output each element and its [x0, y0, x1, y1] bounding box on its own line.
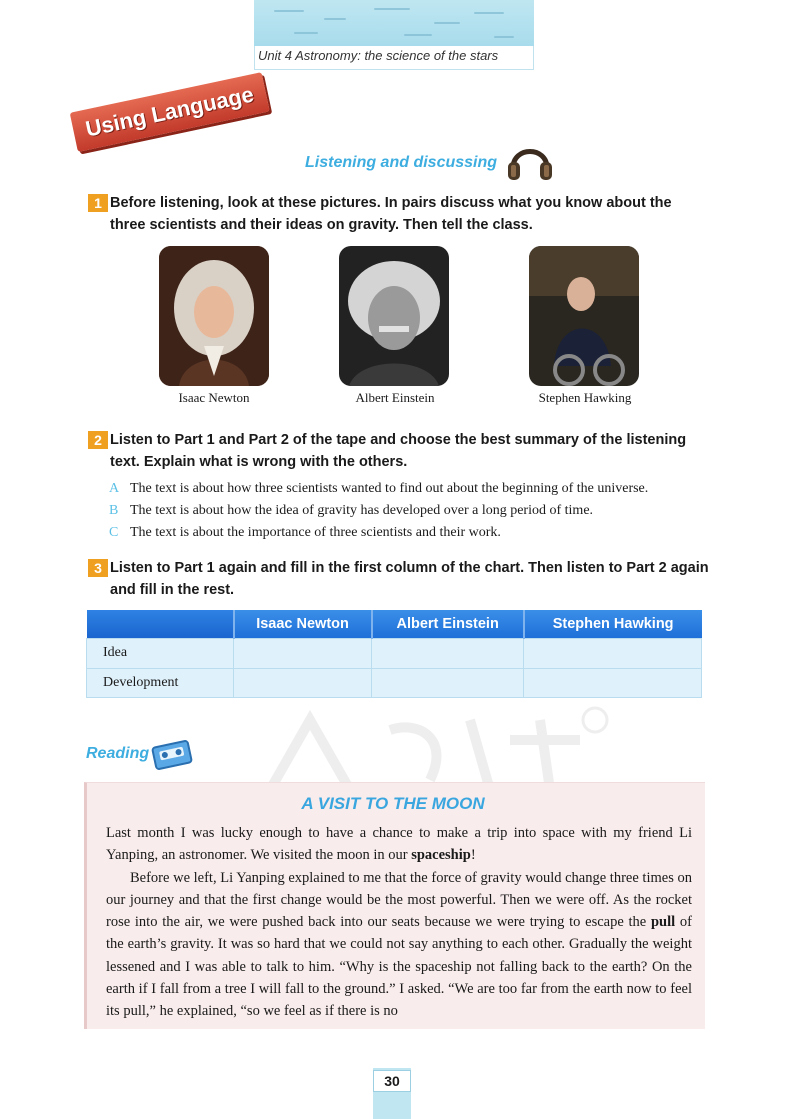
page-number: 30: [373, 1070, 411, 1092]
vocab-word: pull: [650, 914, 676, 931]
chart-cell[interactable]: [524, 668, 702, 697]
option-c-text: The text is about the importance of three scientists and their work.: [130, 525, 501, 540]
chart-header-row: [87, 610, 702, 639]
einstein-portrait: [339, 246, 449, 386]
option-letter: C: [109, 525, 119, 540]
chart-cell[interactable]: [234, 639, 372, 668]
option-b-text: The text is about how the idea of gravity has developed over a long period of time.: [130, 503, 594, 518]
listening-heading: Listening and discussing: [305, 154, 498, 171]
vocab-word: spaceship: [411, 847, 471, 864]
hawking-portrait: [529, 246, 639, 386]
chart-cell[interactable]: [372, 639, 524, 668]
caption-einstein: Albert Einstein: [355, 390, 435, 405]
caption-newton: Isaac Newton: [178, 390, 250, 405]
task-2-text: Listen to Part 1 and Part 2 of the tape and choose the best summary of the listening text. Explain what is wrong with the others.: [110, 432, 687, 470]
chart-corner: [87, 610, 234, 639]
caption-hawking: Stephen Hawking: [538, 390, 632, 405]
reading-title: A VISIT TO THE MOON: [301, 794, 485, 813]
reading-text: [106, 822, 692, 1023]
scientist-chart: [86, 610, 702, 698]
unit-title: Unit 4 Astronomy: the science of the stars: [258, 48, 499, 63]
chart-column-header: Albert Einstein: [372, 610, 524, 639]
chart-row-label: Idea: [87, 639, 234, 668]
header-banner: [254, 0, 534, 46]
reading-paragraph: Before we left, Li Yanping explained to me that the force of gravity would change three times on our journey and that the first change would be the most powerful. Then we were off. As the rocket rose into the air, we were pushed back into our seats because we were trying to escape the pull of the earth’s gravity. It was so hard that we could not say anything to each other. Gradually the weight lessened and I was able to talk to him. “Why is the spaceship not falling back to the earth? On the earth if I fall from a tree I will fall to the ground.” I asked. “We are too far from the earth now to feel its pull,” he explained, “so we feel as if there is no: [106, 869, 692, 1020]
newton-portrait: [159, 246, 269, 386]
chart-row-label: Development: [87, 668, 234, 697]
cassette-tape-icon: [150, 738, 194, 772]
banner-label: Using Language: [83, 81, 256, 142]
chart-column-header: Stephen Hawking: [524, 610, 702, 639]
chart-column-header: Isaac Newton: [234, 610, 372, 639]
option-letter: A: [109, 481, 120, 496]
task-number: 2: [88, 431, 108, 449]
option-a-text: The text is about how three scientists wanted to find out about the beginning of the universe.: [130, 481, 649, 496]
chart-cell[interactable]: [372, 668, 524, 697]
option-letter: B: [109, 503, 119, 518]
task-3-text: Listen to Part 1 again and fill in the first column of the chart. Then listen to Part 2 again and fill in the rest.: [110, 560, 709, 598]
task-1-text: Before listening, look at these pictures. In pairs discuss what you know about the three scientists and their ideas on gravity. Then tell the class.: [110, 195, 672, 233]
reading-heading: Reading: [86, 745, 150, 762]
chart-row: [87, 668, 702, 697]
chart-cell[interactable]: [524, 639, 702, 668]
headphones-icon: [505, 138, 555, 182]
task-number: 1: [88, 194, 108, 212]
chart-cell[interactable]: [234, 668, 372, 697]
task-number: 3: [88, 559, 108, 577]
chart-row: [87, 639, 702, 668]
using-language-banner: [70, 72, 270, 152]
reading-paragraph: Last month I was lucky enough to have a chance to make a trip into space with my friend Li Yanping, an astronomer. We visited the moon in our spaceship!: [106, 825, 692, 864]
